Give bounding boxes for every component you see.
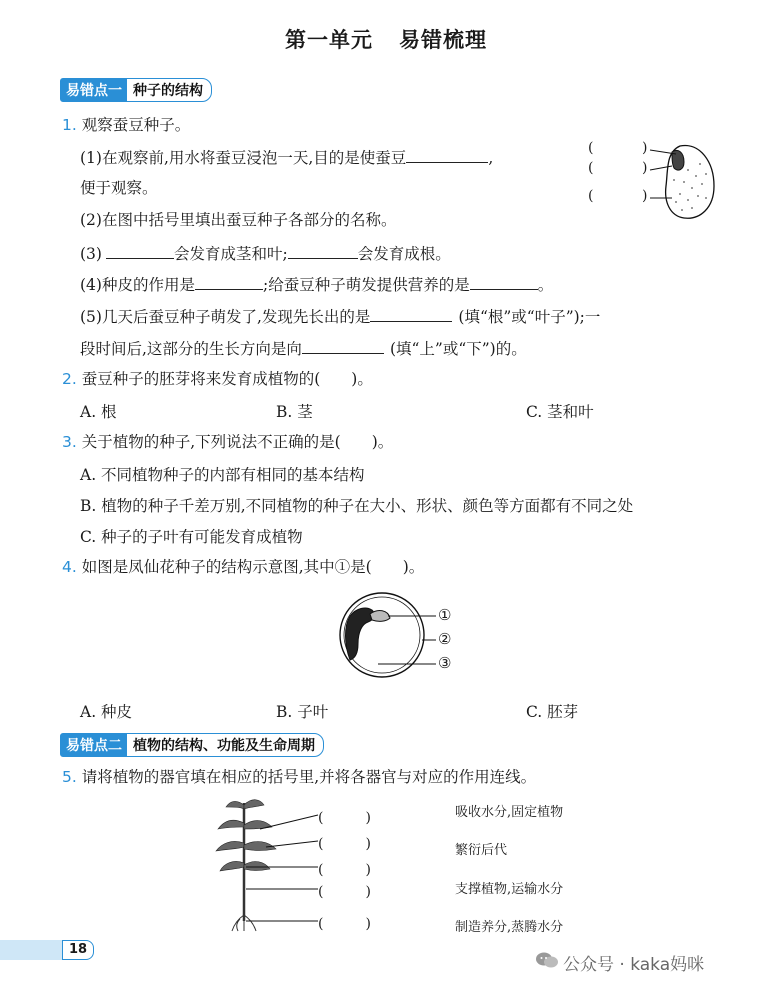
q1-part3	[80, 242, 451, 264]
answer-blank[interactable]	[288, 242, 358, 259]
section-header-2	[60, 733, 324, 757]
question-1-stem	[62, 115, 190, 135]
q1-p1b-text: ,	[488, 149, 494, 167]
q1-part5-cont	[80, 337, 527, 359]
question-text: 如图是凤仙花种子的结构示意图,其中①是( )。	[81, 558, 425, 576]
answer-paren[interactable]: ( )	[318, 836, 371, 852]
paren-close: )	[642, 160, 648, 176]
option-a[interactable]: A. 不同植物种子的内部有相同的基本结构	[80, 466, 365, 484]
wechat-icon	[535, 950, 559, 970]
answer-blank[interactable]	[302, 337, 384, 354]
question-number: 4.	[62, 558, 77, 576]
answer-paren[interactable]: ( )	[318, 810, 371, 826]
q1-p3c-text: 会发育成根。	[357, 245, 451, 263]
q1-p5a-text: (5)几天后蚕豆种子萌发了,发现先长出的是	[80, 308, 371, 326]
q1-part1-cont: 便于观察。	[80, 179, 158, 197]
question-2-stem	[62, 369, 373, 389]
answer-paren[interactable]: ( )	[318, 884, 371, 900]
page-number: 18	[62, 940, 94, 960]
section-tag: 易错点二	[61, 734, 127, 756]
plant-drawing	[210, 795, 400, 935]
function-3[interactable]: 支撑植物,运输水分	[455, 882, 564, 897]
q1-p3b-text: 会发育成茎和叶;	[173, 245, 288, 263]
paren-open: (	[588, 160, 594, 176]
question-number: 5.	[62, 768, 77, 786]
q1-p5c-text: 段时间后,这部分的生长方向是向	[80, 340, 302, 358]
q1-part4	[80, 273, 553, 295]
answer-blank[interactable]	[406, 146, 488, 163]
question-4-stem	[62, 557, 424, 577]
answer-blank[interactable]	[370, 305, 452, 322]
q1-part1	[80, 146, 493, 168]
paren-close: )	[642, 188, 648, 204]
function-4[interactable]: 制造养分,蒸腾水分	[455, 920, 564, 935]
option-c[interactable]: C. 茎和叶	[526, 403, 594, 421]
q1-p3a-text: (3)	[80, 245, 102, 263]
question-number: 3.	[62, 433, 77, 451]
paren-close: )	[642, 140, 648, 156]
question-text: 蚕豆种子的胚芽将来发育成植物的( )。	[81, 370, 373, 388]
answer-blank[interactable]	[195, 273, 263, 290]
section-tag: 易错点一	[61, 79, 127, 101]
seed-drawing	[588, 140, 718, 225]
question-number: 2.	[62, 370, 77, 388]
function-2[interactable]: 繁衍后代	[455, 843, 508, 858]
paren-open: (	[588, 188, 594, 204]
section-label: 种子的结构	[133, 83, 203, 99]
section-label: 植物的结构、功能及生命周期	[133, 738, 315, 754]
question-text: 请将植物的器官填在相应的括号里,并将各器官与对应的作用连线。	[81, 768, 537, 786]
q1-part2: (2)在图中括号里填出蚕豆种子各部分的名称。	[80, 211, 397, 229]
option-a[interactable]: A. 根	[80, 403, 117, 421]
function-1[interactable]: 吸收水分,固定植物	[455, 805, 564, 820]
q1-p4c-text: 。	[537, 276, 554, 294]
page-number-bar	[0, 940, 62, 960]
page-title	[0, 24, 772, 54]
q1-part5	[80, 305, 600, 327]
unit-label: 第一单元	[285, 28, 373, 52]
answer-blank[interactable]	[470, 273, 538, 290]
q1-p5b-text: (填“根”或“叶子”);一	[458, 308, 601, 326]
q1-p1a-text: (1)在观察前,用水将蚕豆浸泡一天,目的是使蚕豆	[80, 149, 407, 167]
bean-seed-figure	[588, 140, 718, 225]
answer-blank[interactable]	[106, 242, 174, 259]
option-b[interactable]: B. 子叶	[276, 703, 329, 721]
label-2: ②	[438, 630, 452, 648]
q1-p4b-text: ;给蚕豆种子萌发提供营养的是	[262, 276, 470, 294]
impatiens-seed-figure	[326, 588, 466, 680]
question-text: 关于植物的种子,下列说法不正确的是( )。	[81, 433, 394, 451]
topic-label: 易错梳理	[399, 28, 487, 52]
q1-p5d-text: (填“上”或“下”)的。	[389, 340, 527, 358]
answer-paren[interactable]: ( )	[318, 862, 371, 878]
question-5-stem	[62, 767, 536, 787]
label-3: ③	[438, 654, 452, 672]
question-number: 1.	[62, 116, 77, 134]
label-1: ①	[438, 606, 452, 624]
q1-p4a-text: (4)种皮的作用是	[80, 276, 195, 294]
paren-open: (	[588, 140, 594, 156]
watermark: 公众号 · kaka妈咪	[563, 955, 705, 975]
option-b[interactable]: B. 茎	[276, 403, 313, 421]
option-c[interactable]: C. 种子的子叶有可能发育成植物	[80, 528, 303, 546]
section-header-1	[60, 78, 212, 102]
option-b[interactable]: B. 植物的种子千差万别,不同植物的种子在大小、形状、颜色等方面都有不同之处	[80, 497, 634, 515]
plant-figure	[210, 795, 400, 935]
question-3-stem	[62, 432, 393, 452]
question-text: 观察蚕豆种子。	[81, 116, 191, 134]
answer-paren[interactable]: ( )	[318, 916, 371, 932]
option-a[interactable]: A. 种皮	[80, 703, 133, 721]
option-c[interactable]: C. 胚芽	[526, 703, 579, 721]
